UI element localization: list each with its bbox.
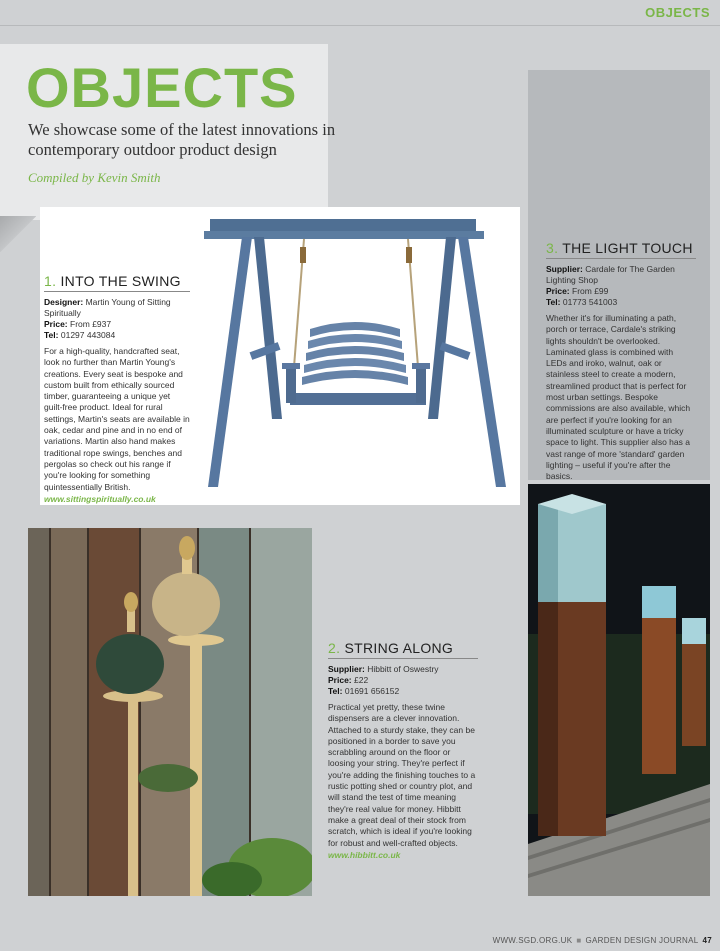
top-rule <box>0 25 720 26</box>
lights-illustration <box>528 484 710 896</box>
item-1-link[interactable]: www.sittingspiritually.co.uk <box>44 493 156 504</box>
item-1-number: 1. <box>44 273 57 289</box>
item-2-text <box>328 640 478 860</box>
section-tag: OBJECTS <box>645 5 710 20</box>
item-2-link[interactable]: www.hibbitt.co.uk <box>328 849 401 860</box>
item-2-body: Practical yet pretty, these twine dispensers are a clever innovation. Attached to a sturdy stake, they can be positioned in a border to save you scrabbling around on the floor or loosing your string. They're perfect if you're adding the finishing touches to a rustic potting shed or country plot, and will stand the test of time meaning they're real value for money. Hibbitt make a great deal of their stock from scratch, which is ideal if you're looking for robust and well-crafted objects. <box>328 702 476 848</box>
item-1-panel <box>40 207 520 505</box>
meta-label: Tel: <box>44 330 59 340</box>
garden-swing-image <box>190 207 520 505</box>
byline: Compiled by Kevin Smith <box>28 170 161 185</box>
item-1-body: For a high-quality, handcrafted seat, look no further than Martin Young's creations. Every seat is bespoke and custom built from ethically sourced timber, guaranteeing a unique yet guilt-free product. Ideal for rural settings, Martin's seats are available in oak, cedar and pine and in no end of variations. Martin also hand makes traditional rope swings, benches and pergolas so check out his range if you're looking for something quintessentially British. <box>44 346 190 492</box>
garden-lights-image <box>528 484 710 896</box>
item-1-heading <box>44 273 190 292</box>
meta-label: Price: <box>44 319 68 329</box>
item-3-title: THE LIGHT TOUCH <box>562 240 693 256</box>
item-3-body: Whether it's for illuminating a path, porch or terrace, Cardale's striking lights shouldn't be overlooked. Laminated glass is combined with LEDs and iroko, walnut, oak or stainless steel to create a modern, streamlined product that is perfect for most urban settings. Bespoke commissions are also available, which are perfect if you're looking for an illuminated sculpture or have a tricky space to light. This supplier also has a vast range of more 'standard' garden lighting – useful if you're after the basics. <box>546 313 691 482</box>
twine-illustration <box>28 528 312 896</box>
page-number: 47 <box>702 936 712 945</box>
item-2-meta <box>328 664 478 697</box>
page-footer <box>493 936 712 945</box>
item-2-number: 2. <box>328 640 341 656</box>
footer-separator: ■ <box>576 936 582 945</box>
item-2-heading <box>328 640 478 659</box>
item-3-number: 3. <box>546 240 559 256</box>
meta-label: Price: <box>328 675 352 685</box>
item-3-meta <box>546 264 696 308</box>
item-2-title: STRING ALONG <box>344 640 454 656</box>
meta-value: From £937 <box>70 319 112 329</box>
meta-label: Supplier: <box>546 264 583 274</box>
meta-value: Martin Young of Sitting Spiritually <box>44 297 171 318</box>
meta-value: 01297 443084 <box>60 330 116 340</box>
meta-value: 01773 541003 <box>562 297 618 307</box>
meta-label: Designer: <box>44 297 84 307</box>
meta-value: Hibbitt of Oswestry <box>367 664 439 674</box>
footer-publication: GARDEN DESIGN JOURNAL <box>585 936 699 945</box>
meta-value: Cardale for The Garden Lighting Shop <box>546 264 675 285</box>
meta-label: Tel: <box>328 686 343 696</box>
item-1-title: INTO THE SWING <box>60 273 181 289</box>
meta-value: From £99 <box>572 286 609 296</box>
page-title: OBJECTS <box>26 56 298 119</box>
item-3-heading <box>546 240 696 259</box>
intro-text: We showcase some of the latest innovations in contemporary outdoor product design <box>28 120 336 159</box>
page-fold-decoration <box>0 216 36 252</box>
item-1-meta <box>44 297 190 341</box>
item-1-text <box>44 273 190 504</box>
twine-dispensers-image <box>28 528 312 896</box>
meta-label: Tel: <box>546 297 561 307</box>
footer-site[interactable]: WWW.SGD.ORG.UK <box>492 936 573 945</box>
item-3-text <box>546 240 696 493</box>
meta-label: Supplier: <box>328 664 365 674</box>
swing-illustration <box>190 207 520 505</box>
meta-value: 01691 656152 <box>344 686 400 696</box>
meta-label: Price: <box>546 286 570 296</box>
meta-value: £22 <box>354 675 369 685</box>
